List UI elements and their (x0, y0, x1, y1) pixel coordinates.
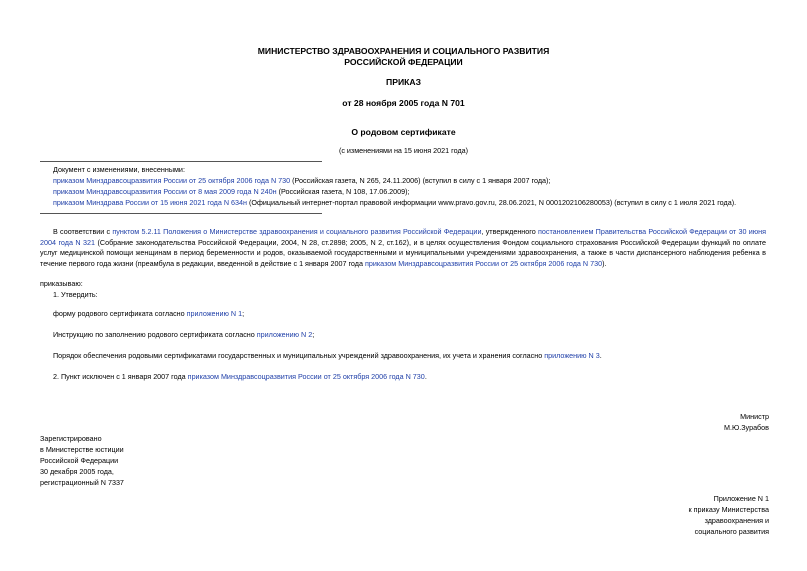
registration-line: Российской Федерации (40, 456, 119, 465)
appendix-3-link[interactable]: приложению N 3 (544, 351, 600, 360)
registration-line: в Министерстве юстиции (40, 445, 124, 454)
change-link[interactable]: приказом Минздрава России от 15 июня 2021 года N 634н (53, 198, 248, 207)
signature-position: Министр (740, 412, 769, 421)
approve-text: Инструкцию по заполнению родового сертификата согласно (53, 330, 257, 339)
government-decree-link[interactable]: постановлением Правительства Российской Федерации от 30 июня 2004 года N 321 (40, 227, 766, 247)
changes-intro: Документ с изменениями, внесенными: (53, 165, 185, 174)
appendix-line: Приложение N 1 (713, 494, 769, 503)
appendix-line: к приказу Министерства (688, 505, 769, 514)
ministry-title-line2: РОССИЙСКОЙ ФЕДЕРАЦИИ (344, 57, 463, 67)
signature-name: М.Ю.Зурабов (723, 423, 769, 432)
document-type: ПРИКАЗ (386, 77, 421, 87)
item2-end: . (424, 372, 427, 381)
document-subject: О родовом сертификате (351, 127, 456, 137)
registration-line: Зарегистрировано (40, 434, 102, 443)
divider-bottom (40, 213, 322, 214)
approve-item-procedure (53, 350, 602, 361)
approve-end: ; (312, 330, 315, 339)
order-item-1: 1. Утвердить: (53, 290, 98, 299)
divider-top (40, 161, 322, 162)
ministry-title-line1: МИНИСТЕРСТВО ЗДРАВООХРАНЕНИЯ И СОЦИАЛЬНОГО РАЗВИТИЯ (257, 46, 550, 56)
change-details: (Российская газета, N 108, 17.06.2009); (276, 187, 410, 196)
amendments-note: (с изменениями на 15 июня 2021 года) (338, 146, 469, 155)
change-details: (Российская газета, N 265, 24.11.2006) (вступил в силу с 1 января 2007 года); (290, 176, 551, 185)
order-730-link[interactable]: приказом Минздравсоцразвития России от 25 октября 2006 года N 730 (364, 258, 603, 268)
approve-text: форму родового сертификата согласно (53, 309, 187, 318)
preamble-text: (Собрание законодательства Российской Федерации, 2004, N 28, ст.2898; 2005, N 2, ст.162), и в целях осуществления Фондом социального страхования Российской Федерации функций по оплате услуг медицинской помощи женщинам в период беременности и родов, оказываемой государственными и муниципальными учреждениями здравоохранения, а также в части диспансерного наблюдения ребенка в течение первого года жизни (преамбула в редакции, введенной в действие с 1 января 2007 года (40, 237, 766, 268)
change-item (53, 175, 550, 186)
order-item-2 (53, 371, 427, 382)
regulation-link[interactable]: пунктом 5.2.11 Положения о Министерстве здравоохранения и социального развития Российской Федерации (112, 227, 482, 236)
approve-text: Порядок обеспечения родовыми сертификатами государственных и муниципальных учреждений здравоохранения, их учета и хранения согласно (53, 351, 545, 360)
change-details: (Официальный интернет-портал правовой информации www.pravo.gov.ru, 28.06.2021, N 0001202106280053) (вступил в силу с 1 июля 2021 года). (247, 198, 737, 207)
preamble-text: , утвержденного (481, 227, 538, 236)
approve-item-instruction (53, 329, 314, 340)
document-date: от 28 ноября 2005 года N 701 (342, 98, 465, 108)
registration-line: 30 декабря 2005 года, (40, 467, 114, 476)
appendix-line: социального развития (694, 527, 769, 536)
approve-end: . (599, 351, 602, 360)
appendix-line: здравоохранения и (704, 516, 769, 525)
preamble-paragraph (40, 227, 766, 269)
item2-text: 2. Пункт исключен с 1 января 2007 года (53, 372, 188, 381)
change-item (53, 186, 410, 197)
appendix-2-link[interactable]: приложению N 2 (256, 330, 313, 339)
approve-item-form (53, 308, 244, 319)
orders-word: приказываю: (40, 279, 83, 288)
approve-end: ; (242, 309, 245, 318)
appendix-1-link[interactable]: приложению N 1 (186, 309, 243, 318)
order-730-link[interactable]: приказом Минздравсоцразвития России от 25 октября 2006 года N 730 (187, 372, 425, 381)
change-link[interactable]: приказом Минздравсоцразвития России от 8 мая 2009 года N 240н (53, 187, 277, 196)
preamble-text: В соответствии с (53, 227, 113, 236)
registration-line: регистрационный N 7337 (40, 478, 124, 487)
change-link[interactable]: приказом Минздравсоцразвития России от 25 октября 2006 года N 730 (53, 176, 291, 185)
change-item (53, 197, 736, 208)
preamble-text: ). (602, 258, 607, 268)
